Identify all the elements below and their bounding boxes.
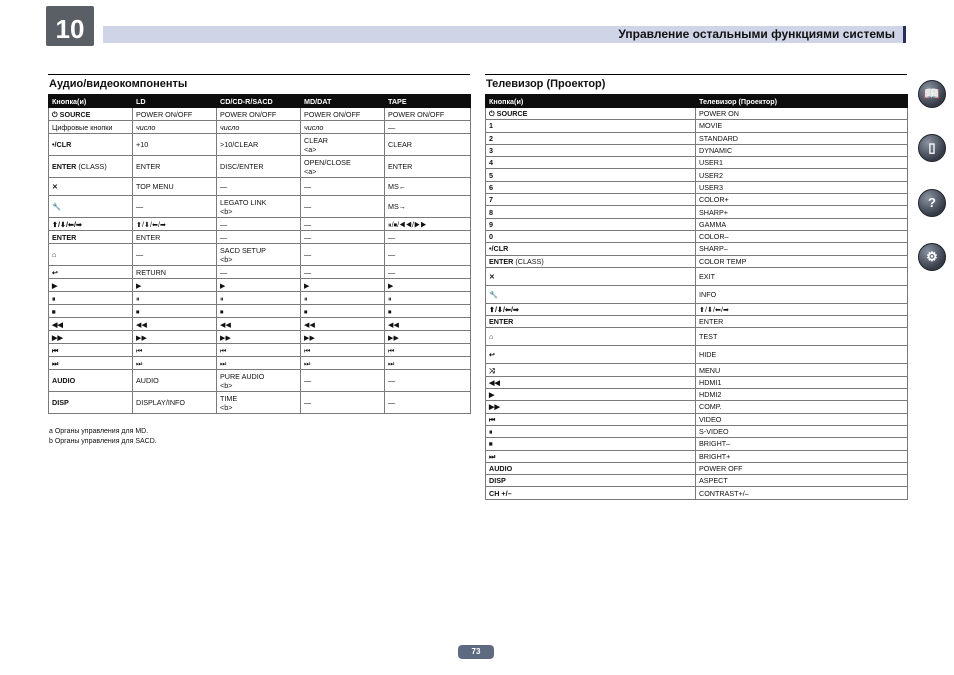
tv-function-cell: S-VIDEO bbox=[696, 425, 908, 437]
tv-function-cell: GAMMA bbox=[696, 218, 908, 230]
tv-button-cell: ▶ bbox=[486, 389, 696, 401]
av-value-cell: — bbox=[301, 266, 385, 279]
tv-row bbox=[486, 230, 908, 242]
av-value-cell: SACD SETUP <b> bbox=[217, 244, 301, 266]
tv-function-cell: ASPECT bbox=[696, 475, 908, 487]
tv-function-cell: COMP. bbox=[696, 401, 908, 413]
av-value-cell: AUDIO bbox=[133, 370, 217, 392]
tv-function-cell: BRIGHT+ bbox=[696, 450, 908, 462]
av-button-cell: ENTER bbox=[49, 231, 133, 244]
av-value-cell: — bbox=[385, 266, 471, 279]
av-button-cell: ⏭ bbox=[49, 357, 133, 370]
av-button-cell: ⬆/⬇/⬅/➡ bbox=[49, 218, 133, 231]
av-row bbox=[49, 121, 471, 134]
av-components-table bbox=[48, 94, 471, 414]
av-row bbox=[49, 218, 471, 231]
tv-header-1: Телевизор (Проектор) bbox=[696, 95, 908, 108]
tv-function-cell: POWER ON bbox=[696, 108, 908, 120]
av-value-cell: ◀◀ bbox=[385, 318, 471, 331]
tv-row bbox=[486, 285, 908, 303]
av-button-cell: Цифровые кнопки bbox=[49, 121, 133, 134]
av-row bbox=[49, 178, 471, 196]
av-value-cell: ⏭ bbox=[385, 357, 471, 370]
tv-button-cell: 5 bbox=[486, 169, 696, 181]
av-value-cell: ⏮ bbox=[133, 344, 217, 357]
right-section-rule bbox=[485, 74, 907, 75]
av-value-cell: — bbox=[301, 392, 385, 414]
av-row bbox=[49, 392, 471, 414]
chapter-badge: 10 bbox=[46, 6, 94, 46]
tv-function-cell: MOVIE bbox=[696, 120, 908, 132]
av-value-cell: — bbox=[301, 218, 385, 231]
footnote-b: b Органы управления для SACD. bbox=[49, 438, 157, 445]
av-button-cell: ▶▶ bbox=[49, 331, 133, 344]
av-header-0: Кнопка(и) bbox=[49, 95, 133, 108]
av-value-cell: ⏸ bbox=[133, 292, 217, 305]
tv-button-cell: ⌂ bbox=[486, 328, 696, 346]
av-value-cell: ENTER bbox=[385, 156, 471, 178]
tv-header-0: Кнопка(и) bbox=[486, 95, 696, 108]
av-value-cell: ⏸/⏹/◀◀/▶▶ bbox=[385, 218, 471, 231]
tv-row bbox=[486, 364, 908, 376]
tv-projector-table bbox=[485, 94, 908, 500]
av-value-cell: ▶ bbox=[301, 279, 385, 292]
tv-row bbox=[486, 243, 908, 255]
setup-icon[interactable]: ⚙ bbox=[918, 243, 946, 271]
av-value-cell: — bbox=[385, 231, 471, 244]
av-button-cell: ◀◀ bbox=[49, 318, 133, 331]
tv-function-cell: USER1 bbox=[696, 157, 908, 169]
av-button-cell: ⏹ bbox=[49, 305, 133, 318]
tv-button-cell: •/CLR bbox=[486, 243, 696, 255]
av-value-cell: CLEAR bbox=[385, 134, 471, 156]
tv-row bbox=[486, 206, 908, 218]
av-value-cell: ▶ bbox=[133, 279, 217, 292]
av-value-cell: ⏮ bbox=[217, 344, 301, 357]
av-value-cell: — bbox=[217, 231, 301, 244]
book-icon[interactable]: 📖 bbox=[918, 80, 946, 108]
av-button-cell: ⏸ bbox=[49, 292, 133, 305]
tv-row bbox=[486, 487, 908, 499]
av-row bbox=[49, 279, 471, 292]
page-number: 73 bbox=[458, 645, 494, 659]
tv-function-cell: HDMI2 bbox=[696, 389, 908, 401]
tv-function-cell: DYNAMIC bbox=[696, 144, 908, 156]
av-row bbox=[49, 370, 471, 392]
tv-button-cell: 3 bbox=[486, 144, 696, 156]
av-value-cell: ⏹ bbox=[301, 305, 385, 318]
tv-row bbox=[486, 389, 908, 401]
av-value-cell: ⏹ bbox=[385, 305, 471, 318]
av-value-cell: — bbox=[385, 370, 471, 392]
av-button-cell: AUDIO bbox=[49, 370, 133, 392]
av-value-cell: DISPLAY/INFO bbox=[133, 392, 217, 414]
tv-function-cell: ⬆/⬇/⬅/➡ bbox=[696, 303, 908, 315]
av-header-3: MD/DAT bbox=[301, 95, 385, 108]
av-header-2: CD/CD-R/SACD bbox=[217, 95, 301, 108]
tv-row bbox=[486, 328, 908, 346]
av-value-cell: ▶▶ bbox=[301, 331, 385, 344]
tv-function-cell: HDMI1 bbox=[696, 376, 908, 388]
tv-function-cell: COLOR+ bbox=[696, 194, 908, 206]
tv-button-cell: ↩ bbox=[486, 346, 696, 364]
av-value-cell: ⏸ bbox=[301, 292, 385, 305]
av-button-cell: ▶ bbox=[49, 279, 133, 292]
tv-row bbox=[486, 450, 908, 462]
av-row bbox=[49, 231, 471, 244]
av-header-1: LD bbox=[133, 95, 217, 108]
tv-button-cell: ENTER bbox=[486, 316, 696, 328]
av-value-cell: PURE AUDIO <b> bbox=[217, 370, 301, 392]
av-value-cell: — bbox=[217, 178, 301, 196]
tv-button-cell: ▶▶ bbox=[486, 401, 696, 413]
av-button-cell: ⌂ bbox=[49, 244, 133, 266]
tv-button-cell: 7 bbox=[486, 194, 696, 206]
av-value-cell: ▶▶ bbox=[133, 331, 217, 344]
av-button-cell: ✕ bbox=[49, 178, 133, 196]
tv-row bbox=[486, 255, 908, 267]
tv-row bbox=[486, 108, 908, 120]
av-row bbox=[49, 266, 471, 279]
av-value-cell: число bbox=[301, 121, 385, 134]
tv-button-cell: ◀◀ bbox=[486, 376, 696, 388]
av-value-cell: — bbox=[301, 178, 385, 196]
tv-button-cell: 🔧 bbox=[486, 285, 696, 303]
av-value-cell: >10/CLEAR bbox=[217, 134, 301, 156]
av-value-cell: RETURN bbox=[133, 266, 217, 279]
av-row bbox=[49, 318, 471, 331]
tv-button-cell: 0 bbox=[486, 230, 696, 242]
tv-button-cell: ⏭ bbox=[486, 450, 696, 462]
footnote-a: a Органы управления для MD. bbox=[49, 428, 149, 435]
tv-button-cell: 9 bbox=[486, 218, 696, 230]
av-value-cell: — bbox=[385, 392, 471, 414]
tv-function-cell: SHARP– bbox=[696, 243, 908, 255]
av-value-cell: ⏹ bbox=[217, 305, 301, 318]
left-section-title: Аудио/видеокомпоненты bbox=[49, 78, 188, 90]
tv-button-cell: ⬆/⬇/⬅/➡ bbox=[486, 303, 696, 315]
av-row bbox=[49, 244, 471, 266]
av-button-cell: ↩ bbox=[49, 266, 133, 279]
tv-function-cell: COLOR– bbox=[696, 230, 908, 242]
av-value-cell: число bbox=[133, 121, 217, 134]
tv-function-cell: INFO bbox=[696, 285, 908, 303]
tv-row bbox=[486, 157, 908, 169]
tv-button-cell: 8 bbox=[486, 206, 696, 218]
av-value-cell: POWER ON/OFF bbox=[301, 108, 385, 121]
footnotes bbox=[49, 427, 157, 447]
av-value-cell: ◀◀ bbox=[217, 318, 301, 331]
tv-function-cell: EXIT bbox=[696, 267, 908, 285]
av-value-cell: ⏭ bbox=[301, 357, 385, 370]
av-value-cell: ◀◀ bbox=[133, 318, 217, 331]
av-value-cell: ENTER bbox=[133, 231, 217, 244]
av-button-cell: •/CLR bbox=[49, 134, 133, 156]
header-title: Управление остальными функциями системы bbox=[618, 27, 895, 41]
tv-button-cell: CH +/– bbox=[486, 487, 696, 499]
av-value-cell: ENTER bbox=[133, 156, 217, 178]
tv-function-cell: SHARP+ bbox=[696, 206, 908, 218]
av-row bbox=[49, 331, 471, 344]
av-value-cell: +10 bbox=[133, 134, 217, 156]
tv-row bbox=[486, 132, 908, 144]
tv-button-cell: 6 bbox=[486, 181, 696, 193]
av-value-cell: число bbox=[217, 121, 301, 134]
tv-button-cell: 4 bbox=[486, 157, 696, 169]
tv-function-cell: BRIGHT– bbox=[696, 438, 908, 450]
av-value-cell: ⏭ bbox=[217, 357, 301, 370]
tv-button-cell: DISP bbox=[486, 475, 696, 487]
av-row bbox=[49, 357, 471, 370]
tv-row bbox=[486, 462, 908, 474]
tv-row bbox=[486, 303, 908, 315]
tv-row bbox=[486, 376, 908, 388]
tv-function-cell: HIDE bbox=[696, 346, 908, 364]
tv-button-cell: ENTER (CLASS) bbox=[486, 255, 696, 267]
av-button-cell: ⏻ SOURCE bbox=[49, 108, 133, 121]
tv-row bbox=[486, 169, 908, 181]
tv-function-cell: VIDEO bbox=[696, 413, 908, 425]
tv-row bbox=[486, 120, 908, 132]
tv-row bbox=[486, 194, 908, 206]
tv-row bbox=[486, 475, 908, 487]
tv-button-cell: ⏹ bbox=[486, 438, 696, 450]
remote-icon[interactable]: ▯ bbox=[918, 134, 946, 162]
av-value-cell: ⏹ bbox=[133, 305, 217, 318]
tv-row bbox=[486, 401, 908, 413]
av-value-cell: — bbox=[385, 244, 471, 266]
tv-function-cell: USER2 bbox=[696, 169, 908, 181]
tv-function-cell: STANDARD bbox=[696, 132, 908, 144]
tv-function-cell: POWER OFF bbox=[696, 462, 908, 474]
tv-button-cell: ⤨ bbox=[486, 364, 696, 376]
av-value-cell: ▶ bbox=[385, 279, 471, 292]
av-value-cell: — bbox=[133, 196, 217, 218]
av-button-cell: ENTER (CLASS) bbox=[49, 156, 133, 178]
av-value-cell: — bbox=[133, 244, 217, 266]
av-value-cell: TIME <b> bbox=[217, 392, 301, 414]
av-value-cell: CLEAR <a> bbox=[301, 134, 385, 156]
av-value-cell: OPEN/CLOSE <a> bbox=[301, 156, 385, 178]
av-row bbox=[49, 108, 471, 121]
tv-button-cell: 1 bbox=[486, 120, 696, 132]
tv-button-cell: ⏮ bbox=[486, 413, 696, 425]
av-value-cell: MS→ bbox=[385, 196, 471, 218]
tv-button-cell: 2 bbox=[486, 132, 696, 144]
av-row bbox=[49, 305, 471, 318]
av-value-cell: POWER ON/OFF bbox=[133, 108, 217, 121]
tv-function-cell: COLOR TEMP bbox=[696, 255, 908, 267]
av-row bbox=[49, 134, 471, 156]
av-value-cell: — bbox=[301, 196, 385, 218]
av-row bbox=[49, 156, 471, 178]
tv-row bbox=[486, 425, 908, 437]
av-value-cell: LEGATO LINK <b> bbox=[217, 196, 301, 218]
tv-row bbox=[486, 218, 908, 230]
tv-row bbox=[486, 144, 908, 156]
tv-button-cell: AUDIO bbox=[486, 462, 696, 474]
av-value-cell: POWER ON/OFF bbox=[217, 108, 301, 121]
av-value-cell: ▶ bbox=[217, 279, 301, 292]
right-section-title: Телевизор (Проектор) bbox=[486, 78, 606, 90]
tv-function-cell: USER3 bbox=[696, 181, 908, 193]
av-row bbox=[49, 292, 471, 305]
av-value-cell: — bbox=[301, 231, 385, 244]
tv-button-cell: ⏻ SOURCE bbox=[486, 108, 696, 120]
av-value-cell: MS← bbox=[385, 178, 471, 196]
av-value-cell: — bbox=[217, 218, 301, 231]
help-icon[interactable]: ? bbox=[918, 189, 946, 217]
av-row bbox=[49, 344, 471, 357]
av-value-cell: ⏸ bbox=[217, 292, 301, 305]
tv-button-cell: ✕ bbox=[486, 267, 696, 285]
tv-function-cell: CONTRAST+/– bbox=[696, 487, 908, 499]
av-value-cell: — bbox=[217, 266, 301, 279]
header-bar bbox=[103, 26, 906, 43]
av-value-cell: TOP MENU bbox=[133, 178, 217, 196]
tv-row bbox=[486, 181, 908, 193]
av-value-cell: ⏮ bbox=[301, 344, 385, 357]
tv-row bbox=[486, 346, 908, 364]
av-value-cell: DISC/ENTER bbox=[217, 156, 301, 178]
tv-button-cell: ⏸ bbox=[486, 425, 696, 437]
av-header-4: TAPE bbox=[385, 95, 471, 108]
av-value-cell: ⏮ bbox=[385, 344, 471, 357]
av-value-cell: POWER ON/OFF bbox=[385, 108, 471, 121]
av-value-cell: — bbox=[301, 370, 385, 392]
av-row bbox=[49, 196, 471, 218]
av-value-cell: ⏸ bbox=[385, 292, 471, 305]
av-value-cell: ⏭ bbox=[133, 357, 217, 370]
av-value-cell: ◀◀ bbox=[301, 318, 385, 331]
left-section-rule bbox=[48, 74, 470, 75]
av-button-cell: ⏮ bbox=[49, 344, 133, 357]
tv-function-cell: MENU bbox=[696, 364, 908, 376]
tv-row bbox=[486, 267, 908, 285]
av-button-cell: DISP bbox=[49, 392, 133, 414]
tv-row bbox=[486, 316, 908, 328]
av-value-cell: ▶▶ bbox=[385, 331, 471, 344]
av-button-cell: 🔧 bbox=[49, 196, 133, 218]
tv-function-cell: TEST bbox=[696, 328, 908, 346]
tv-row bbox=[486, 438, 908, 450]
av-value-cell: — bbox=[301, 244, 385, 266]
av-value-cell: — bbox=[385, 121, 471, 134]
av-value-cell: ⬆/⬇/⬅/➡ bbox=[133, 218, 217, 231]
av-value-cell: ▶▶ bbox=[217, 331, 301, 344]
tv-row bbox=[486, 413, 908, 425]
tv-function-cell: ENTER bbox=[696, 316, 908, 328]
